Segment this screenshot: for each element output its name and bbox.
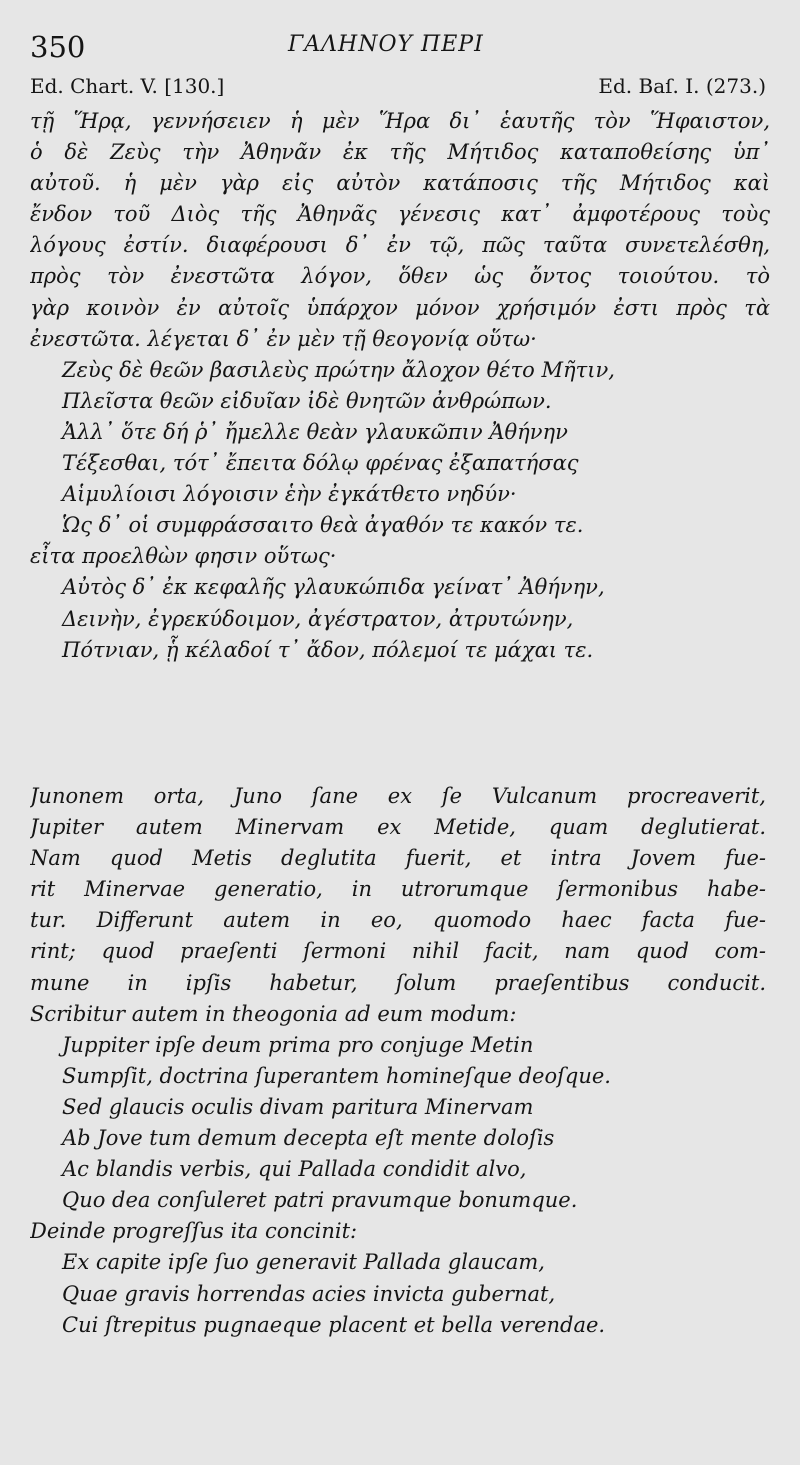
- latin-verse-line: Juppiter ipſe deum prima pro conjuge Metin: [62, 1032, 534, 1057]
- greek-verse-line: Ζεὺς δὲ θεῶν βασιλεὺς πρώτην ἄλοχον θέτο Μῆτιν,: [62, 357, 615, 382]
- edition-reference-right: Ed. Baſ. I. (273.): [598, 74, 766, 98]
- greek-verse-line: Ἀλλ᾽ ὅτε δή ῥ᾽ ἤμελλε θεὰν γλαυκῶπιν Ἀθήνην: [62, 419, 568, 444]
- latin-line: tur. Differunt autem in eo, quomodo haec facta fue-: [30, 908, 766, 933]
- page-number: 350: [30, 30, 86, 64]
- latin-verse-line: Cui ſtrepitus pugnaeque placent et bella verendae.: [62, 1312, 606, 1337]
- greek-line: πρὸς τὸν ἐνεστῶτα λόγον, ὅθεν ὡς ὄντος τοιούτου. τὸ: [30, 264, 770, 289]
- latin-verse-line: Ex capite ipſe ſuo generavit Pallada glaucam,: [62, 1250, 545, 1275]
- greek-verse-line: Αὐτὸς δ᾽ ἐκ κεφαλῆς γλαυκώπιδα γείνατ᾽ Ἀθήνην,: [62, 575, 605, 600]
- latin-line: Scribitur autem in theogonia ad eum modum:: [30, 1001, 517, 1026]
- latin-verse-line: Ac blandis verbis, qui Pallada condidit alvo,: [62, 1157, 527, 1182]
- latin-line: rit Minervae generatio, in utrorumque ſermonibus habe-: [30, 877, 766, 902]
- greek-line: ἔνδον τοῦ Διὸς τῆς Ἀθηνᾶς γένεσις κατ᾽ ἀμφοτέρους τοὺς: [30, 202, 770, 227]
- greek-verse-line: Πλεῖστα θεῶν εἰδυῖαν ἰδὲ θνητῶν ἀνθρώπων.: [62, 388, 552, 413]
- latin-verse-line: Quo dea conſuleret patri pravumque bonumque.: [62, 1188, 578, 1213]
- greek-line: γὰρ κοινὸν ἐν αὐτοῖς ὑπάρχον μόνον χρήσιμόν ἐστι πρὸς τὰ: [30, 295, 770, 320]
- greek-verse-line: Πότνιαν, ᾗ κέλαδοί τ᾽ ἄδον, πόλεμοί τε μάχαι τε.: [62, 637, 594, 662]
- greek-line: τῇ Ἥρᾳ, γεννήσειεν ἡ μὲν Ἥρα δι᾽ ἑαυτῆς τὸν Ἥφαιστον,: [30, 109, 770, 133]
- greek-verse-line: Τέξεσθαι, τότ᾽ ἔπειτα δόλῳ φρένας ἐξαπατήσας: [62, 451, 579, 476]
- latin-verse-line: Sed glaucis oculis divam paritura Minervam: [62, 1094, 534, 1119]
- greek-line: αὐτοῦ. ἡ μὲν γὰρ εἰς αὐτὸν κατάποσις τῆς Μήτιδος καὶ: [30, 171, 770, 196]
- edition-reference-left: Ed. Chart. V. [130.]: [30, 74, 225, 98]
- latin-line: Jupiter autem Minervam ex Metide, quam deglutierat.: [30, 815, 766, 840]
- latin-translation-block: [30, 781, 766, 1341]
- greek-line: ἐνεστῶτα. λέγεται δ᾽ ἐν μὲν τῇ θεογονίᾳ οὕτω·: [30, 326, 537, 351]
- latin-verse-line: Quae gravis horrendas acies invicta gubernat,: [62, 1281, 556, 1306]
- latin-verse-line: Sumpſit, doctrina ſuperantem homineſque deoſque.: [62, 1063, 611, 1088]
- latin-line: rint; quod praeſenti ſermoni nihil facit, nam quod com-: [30, 939, 766, 964]
- latin-verse-line: Ab Jove tum demum decepta eſt mente doloſis: [62, 1126, 555, 1151]
- latin-line: Deinde progreſſus ita concinit:: [30, 1219, 358, 1244]
- latin-line: Nam quod Metis deglutita fuerit, et intra Jovem fue-: [30, 846, 766, 871]
- greek-verse-line: Ὡς δ᾽ οἱ συμφράσσαιτο θεὰ ἀγαθόν τε κακόν τε.: [62, 513, 584, 538]
- latin-line: mune in ipſis habetur, ſolum praeſentibus conducit.: [30, 970, 766, 995]
- page-header: [30, 30, 770, 66]
- greek-verse-line: Αἱμυλίοισι λόγοισιν ἑὴν ἐγκάτθετο νηδύν·: [62, 482, 517, 507]
- latin-line: Junonem orta, Juno ſane ex ſe Vulcanum procreaverit,: [30, 784, 766, 808]
- running-head: ΓΑΛΗΝΟΥ ΠΕΡΙ: [288, 32, 484, 57]
- greek-text-block: [30, 106, 770, 666]
- greek-verse-line: Δεινὴν, ἐγρεκύδοιμον, ἀγέστρατον, ἀτρυτώνην,: [62, 606, 574, 631]
- greek-line: εἶτα προελθὼν φησιν οὕτως·: [30, 544, 337, 569]
- greek-line: ὁ δὲ Ζεὺς τὴν Ἀθηνᾶν ἐκ τῆς Μήτιδος καταποθείσης ὑπ᾽: [30, 140, 770, 165]
- greek-line: λόγους ἐστίν. διαφέρουσι δ᾽ ἐν τῷ, πῶς ταῦτα συνετελέσθη,: [30, 233, 770, 258]
